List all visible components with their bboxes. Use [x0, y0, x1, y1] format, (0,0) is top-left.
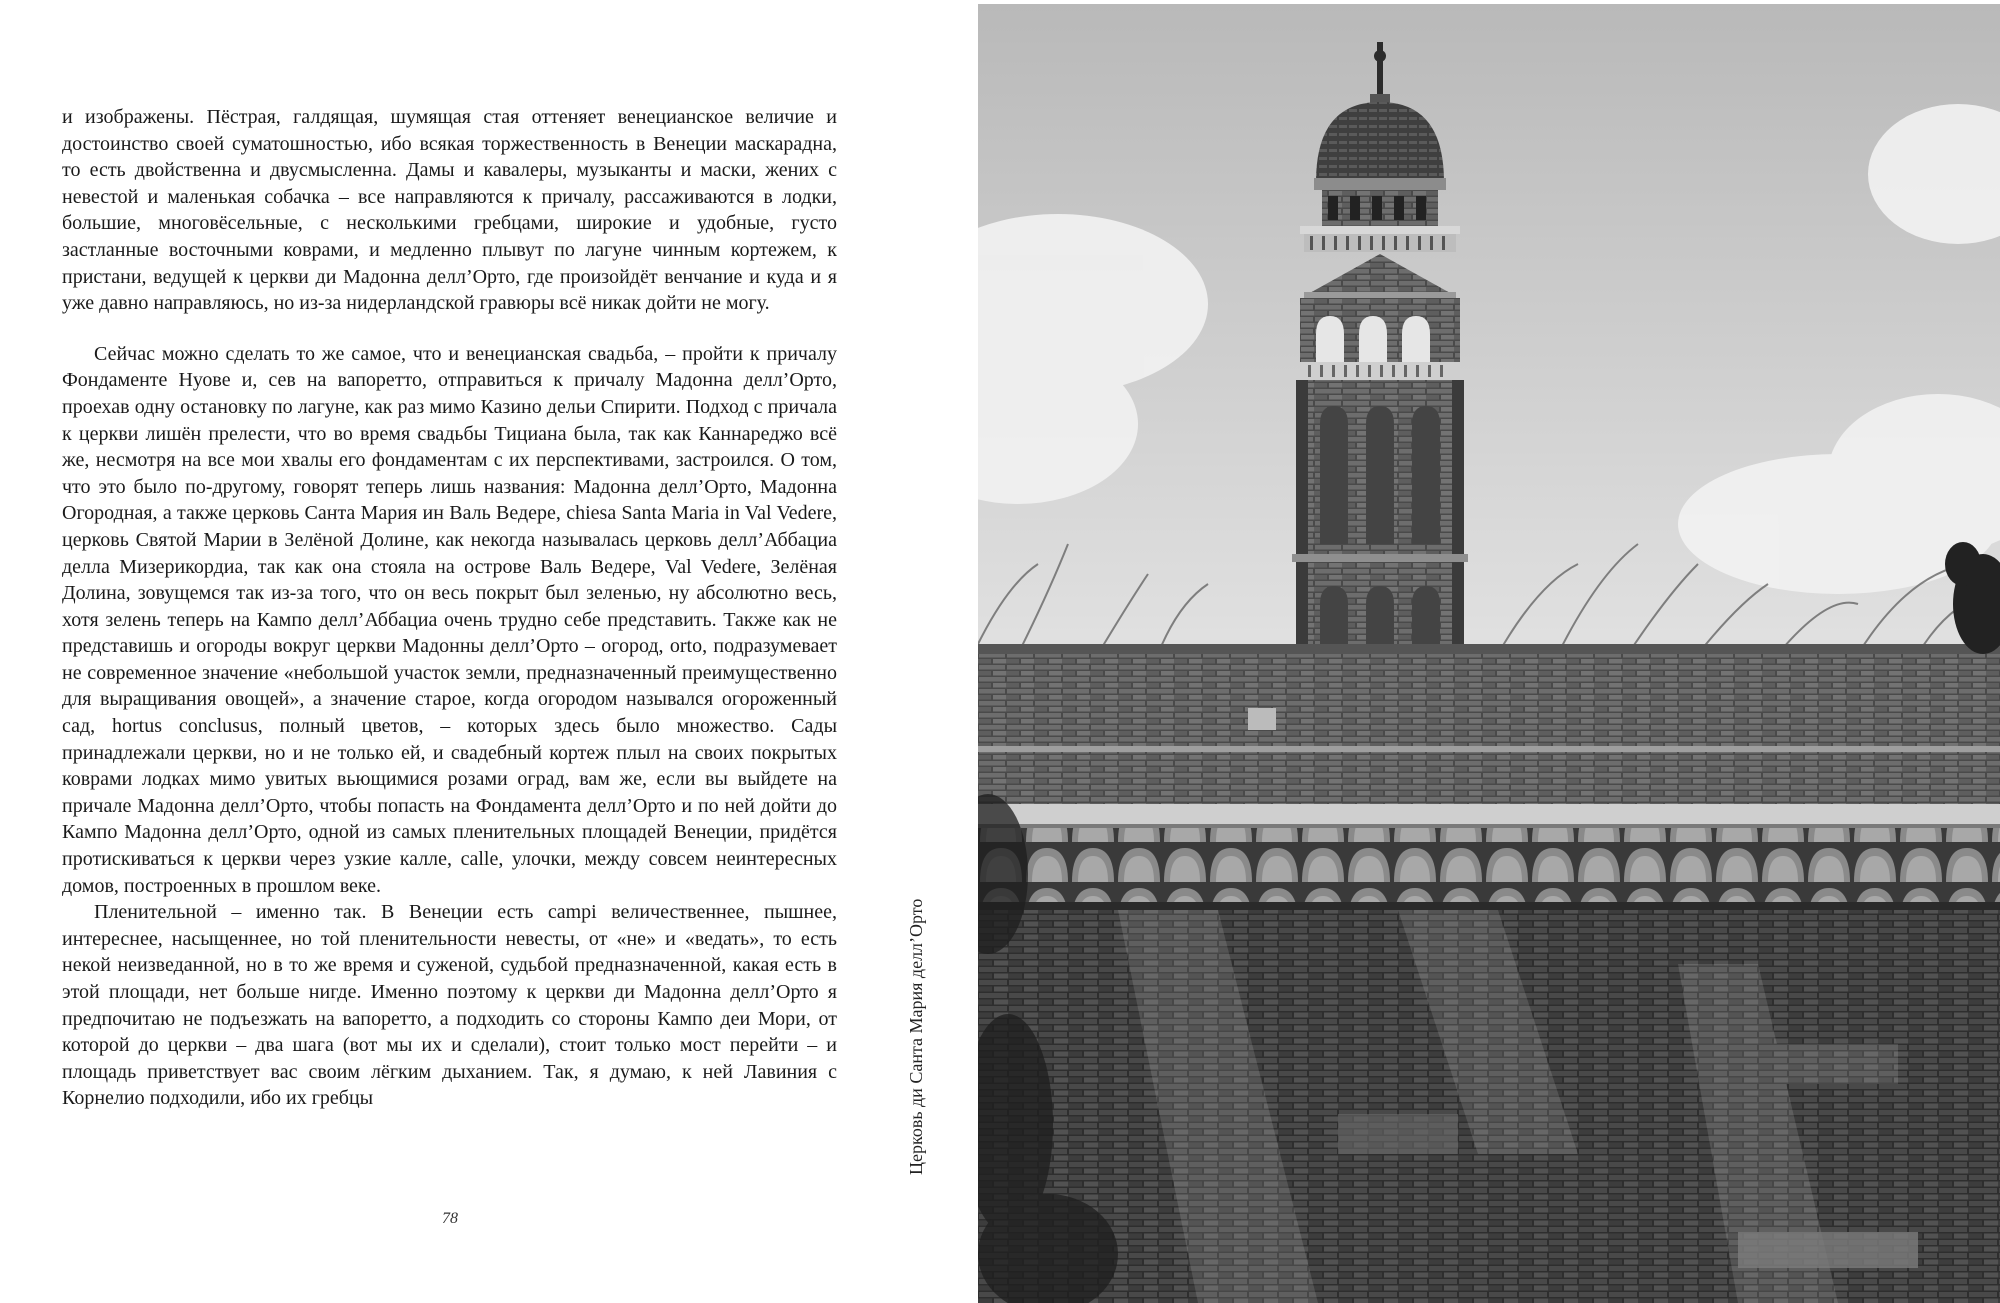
paragraph-3: Пленительной – именно так. В Венеции есть campi величественнее, пышнее, интереснее, насыщеннее, но той пленительности невесты, от «не» и «ведать», то есть некой неизведанной, но в то же время и суженой, судьбой предназначенной, какая есть в этой площади, нет больше нигде. Именно поэтому к церкви ди Мадонна делл’Орто я предпочитаю не подъезжать на вапоретто, а подходить со стороны Кампо деи Мори, от которой до церкви – два шага (вот мы их и сделали), стоит только мост перейти – и площадь приветствует вас своим лёгким дыханием. Так, я думаю, к ней Лавиния с Корнелио подходили, ибо их гребцы	[62, 901, 837, 1110]
photo-caption: Церковь ди Санта Мария делл’Орто	[906, 898, 926, 1175]
body-text	[62, 104, 837, 1112]
left-page	[0, 0, 978, 1303]
church-bell-tower-photo	[978, 4, 2000, 1303]
roof-tiles	[978, 828, 2000, 908]
pipe	[978, 746, 2000, 752]
paragraph-2: Сейчас можно сделать то же самое, что и венецианская свадьба, – пройти к причалу Фондаменте Нуове и, сев на вапоретто, отправиться к причалу Мадонна делл’Орто, проехав одну остановку по лагуне, как раз мимо Казино дельи Спирити. Подход с причала к церкви лишён прелести, что во время свадьбы Тициана была, так как Каннареджо всё же, несмотря на все мои хвалы его фондаментам с их перспективами, застроился. О том, что это было по-другому, говорят теперь лишь названия: Мадонна делл’Орто, Мадонна Огородная, а также церковь Санта Мария ин Валь Ведере, chiesa Santa Maria in Val Vedere, церковь Святой Марии в Зелёной Долине, как некогда называлась церковь делл’Аббациа делла Мизерикордиа, так как она стояла на острове Валь Ведере, Val Vedere, Зелёная Долина, зовущемся так из-за того, что он весь покрыт был зеленью, ну абсолютно весь, хотя зелень теперь на Кампо делл’Аббациа очень трудно себе представить. Также как не представишь и огороды вокруг церкви Мадонны делл’Орто – огород, orto, подразумевает не современное значение «небольшой участок земли, предназначенный преимущественно для выращивания овощей», а значение старое, когда огородом назывался огороженный сад, hortus conclusus, полный цветов, – которых здесь было множество. Сады принадлежали церкви, но и не только ей, и свадебный кортеж плыл на своих покрытых коврами лодках мимо увитых вьющимися розами оград, вам же, если вы выйдете на причале Мадонна делл’Орто, чтобы попасть на Фондамента делл’Орто и по ней дойти до Кампо Мадонна делл’Орто, одной из самых пленительных площадей Венеции, придётся протискиваться к церкви через узкие калле, calle, улочки, между совсем неинтересных домов, построенных в прошлом веке.	[62, 342, 837, 897]
page-number: 78	[442, 1210, 458, 1227]
upper-wall	[978, 650, 2000, 820]
paragraph-1: и изображены. Пёстрая, галдящая, шумящая стая оттеняет венецианское величие и достоинство своей суматошностью, ибо всякая торжественность в Венеции маскарадна, то есть двойственна и двусмысленна. Дамы и кавалеры, музыканты и маски, жених с невестой и маленькая собачка – все направляются к причалу, рассаживаются в лодки, большие, многовёсельные, с несколькими гребцами, широкие и удобные, густо застланные восточными коврами, и медленно плывут по лагуне чинным кортежем, к пристани, ведущей к церкви ди Мадонна делл’Орто, где произойдёт венчание и куда и я уже давно направляюсь, но из-за нидерландской гравюры всё никак дойти не могу.	[62, 106, 837, 315]
